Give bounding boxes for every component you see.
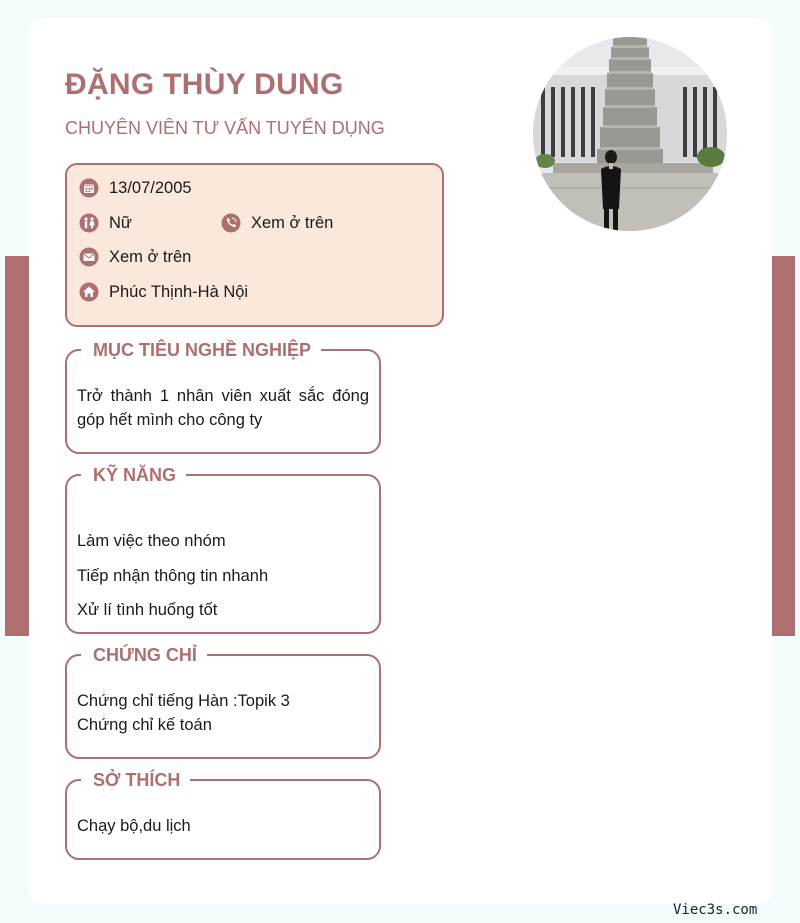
section-certificates (65, 645, 381, 759)
section-objective (65, 340, 381, 454)
objective-text: Trở thành 1 nhân viên xuất sắc đóng góp hết mình cho công ty (77, 387, 369, 429)
section-title-certificates: CHỨNG CHỈ (81, 644, 207, 666)
section-hobbies (65, 770, 381, 860)
phone-icon (221, 213, 241, 233)
list-item: Làm việc theo nhóm (77, 532, 226, 550)
list-item: Tiếp nhận thông tin nhanh (77, 566, 269, 585)
skills-list (77, 524, 369, 628)
list-item: Xử lí tình huống tốt (77, 601, 218, 619)
phone-value: Xem ở trên (251, 213, 334, 232)
candidate-name: ĐẶNG THÙY DUNG (65, 68, 344, 101)
photo-illustration (533, 37, 727, 231)
gender-icon (79, 213, 99, 233)
section-title-hobbies: SỞ THÍCH (81, 769, 190, 791)
birthday-value: 13/07/2005 (109, 178, 192, 197)
info-birthday (79, 178, 192, 198)
list-item: Chứng chỉ tiếng Hàn :Topik 3 (77, 692, 290, 710)
section-title-skills: KỸ NĂNG (81, 464, 186, 486)
gender-value: Nữ (109, 213, 132, 232)
home-icon (79, 282, 99, 302)
section-title-objective: MỤC TIÊU NGHỀ NGHIỆP (81, 339, 321, 361)
hobbies-text: Chạy bộ,du lịch (77, 817, 191, 835)
section-skills (65, 465, 381, 634)
info-gender (79, 213, 132, 233)
calendar-icon (79, 178, 99, 198)
left-decor-band (5, 256, 29, 636)
info-email (79, 247, 191, 267)
profile-photo (533, 37, 727, 231)
info-phone (221, 213, 333, 233)
list-item: Chứng chỉ kế toán (77, 716, 212, 734)
watermark: Viec3s.com (673, 902, 758, 918)
email-value: Xem ở trên (109, 247, 192, 266)
certificates-list (77, 689, 369, 737)
info-address (79, 282, 248, 302)
email-icon (79, 247, 99, 267)
address-value: Phúc Thịnh-Hà Nội (109, 282, 249, 301)
personal-info-box (65, 163, 444, 327)
right-decor-band (771, 256, 795, 636)
job-title: CHUYÊN VIÊN TƯ VẤN TUYỂN DỤNG (65, 118, 385, 138)
